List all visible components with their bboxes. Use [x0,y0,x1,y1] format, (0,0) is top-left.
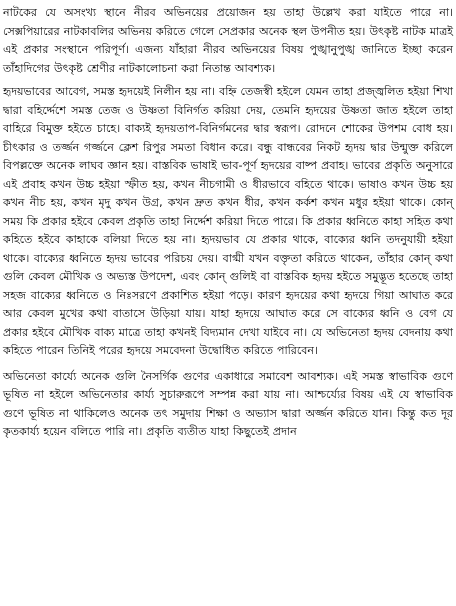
paragraph-silent-acting: নাটকের যে অসংখ্য স্থানে নীরব অভিনয়ের প্রয়োজন হয় তাহা উল্লেখ করা যাইতে পারে না। সেক্সপিয়ারের নাটকাবলির অভিনয় করিতে গেলে সেপ্রকার অনেক স্থল উপনীত হয়। উৎকৃষ্ট নাটক মাত্রই এই প্রকার সংস্থানে পরিপূর্ণ। এজন্য যাঁহারা নীরব অভিনয়ের বিষয় পুঙ্খানুপুঙ্খ জানিতে ইচ্ছা করেন তাঁহাদিগের উৎকৃষ্ট শ্রেণীর নাটকালোচনা করা নিতান্ত আবশ্যক। [3,6,453,75]
paragraph-actor-qualities: অভিনেতা কার্য্যে অনেক গুলি নৈসর্গিক গুণের একাধারে সমাবেশ আবশ্যক। এই সমস্ত স্বাভাবিক গুণে ভূষিত না হইলে অভিনেতার কার্য্য সুচারুরূপে সম্পন্ন করা যায় না। আশ্চর্য্যের বিষয় এই যে স্বাভাবিক গুণে ভূষিত না থাকিলেও অনেক তৎ সমুদায় শিক্ষা ও অভ্যাস দ্বারা অর্জ্জন করিতে যান। কিন্তু কত দূর কৃতকার্য্য হয়েন বলিতে পারি না। প্রকৃতি ব্যতীত যাহা কিছুতেই প্রদান [3,369,453,438]
paragraph-heart-emotion: হৃদয়ভাবের আবেগ, সমস্ত হৃদয়েই নিলীন হয় না। বহ্নি তেজস্বী হইলে যেমন তাহা প্রজ্জ্বলিত হইয়া শিখা দ্বারা বহির্দ্দেশে সমস্ত তেজ ও উষ্ণতা বিনির্গত করিয়া দেয়, তেমনি হৃদয়ের উষ্ণতা জাত হইলে তাহা বাহিরে বিমুক্ত হইতে চাহে। বাক্যই হৃদয়তাপ-বিনির্গমনের দ্বার স্বরূপ। রোদনে শোকের উপশম বোধ হয়। চীৎকার ও তর্জ্জন গর্জ্জনে ক্লেশ রিপুর সমতা বিধান করে। বন্ধু বান্ধবের নিকট হৃদয় দ্বার উন্মুক্ত করিলে বিপল্লক্তে অনেক লাঘব জ্ঞান হয়। বাস্তবিক ভাষাই ভাব-পূর্ণ হৃদয়ের বাষ্প প্রবাহ। ভাবের প্রকৃতি অনুসারে এই প্রবাহ কখন উচ্চ হইয়া স্ফীত হয়, কখন নীচগামী ও ধীরভাবে বহিতে থাকে। ভাষাও কখন উচ্চ হয় কখন নীচ হয়, কখন মৃদু কখন উগ্র, কখন দ্রুত কখন ধীর, কখন কর্কশ কখন মধুর হইয়া থাকে। কোন্ সময় কি প্রকার হইবে কেবল প্রকৃতি তাহা নির্দ্দেশ করিয়া দিতে পারে। কি প্রকার ধ্বনিতে কাহা সহিত কথা কহিতে হইবে কাহাকে বলিয়া দিতে হয় না। হৃদয়ভাব যে প্রকার থাকে, বাক্যের ধ্বনি তদনুযায়ী হইয়া থাকে। বাক্যের ধ্বনিতে হৃদয় ভাবের পরিচয় দেয়। বাগ্মী যখন বক্তৃতা করিতে থাকেন, তাঁহার কোন্ কথা গুলি কেবল মৌখিক ও অভ্যস্ত উপদেশ, এবং কোন্ গুলিই বা বাস্তবিক হৃদয় হইতে সমুদ্ভূত হতেছে তাহা সহজ বাক্যের ধ্বনিতে ও নিঃসরণে প্রকাশিত হইয়া পড়ে। কারণ হৃদয়ের কথা হৃদয়ে গিয়া আঘাত করে আর কেবল মুখের কথা বাতাসে উড়িয়া যায়। যাহা হৃদয়ে আঘাত করে সে বাক্যের ধ্বনি ও বেগ যে প্রকার হইবে মৌখিক বাক্য মাত্রে তাহা কখনই বিদ্যমান দেখা যাইবে না। যে অভিনেতা হৃদয় বেদনায় কথা কহিতে পারেন তিনিই পরের হৃদয়ে সমবেদনা উদ্বোধিত করিতে পারিবেন। [3,85,453,357]
